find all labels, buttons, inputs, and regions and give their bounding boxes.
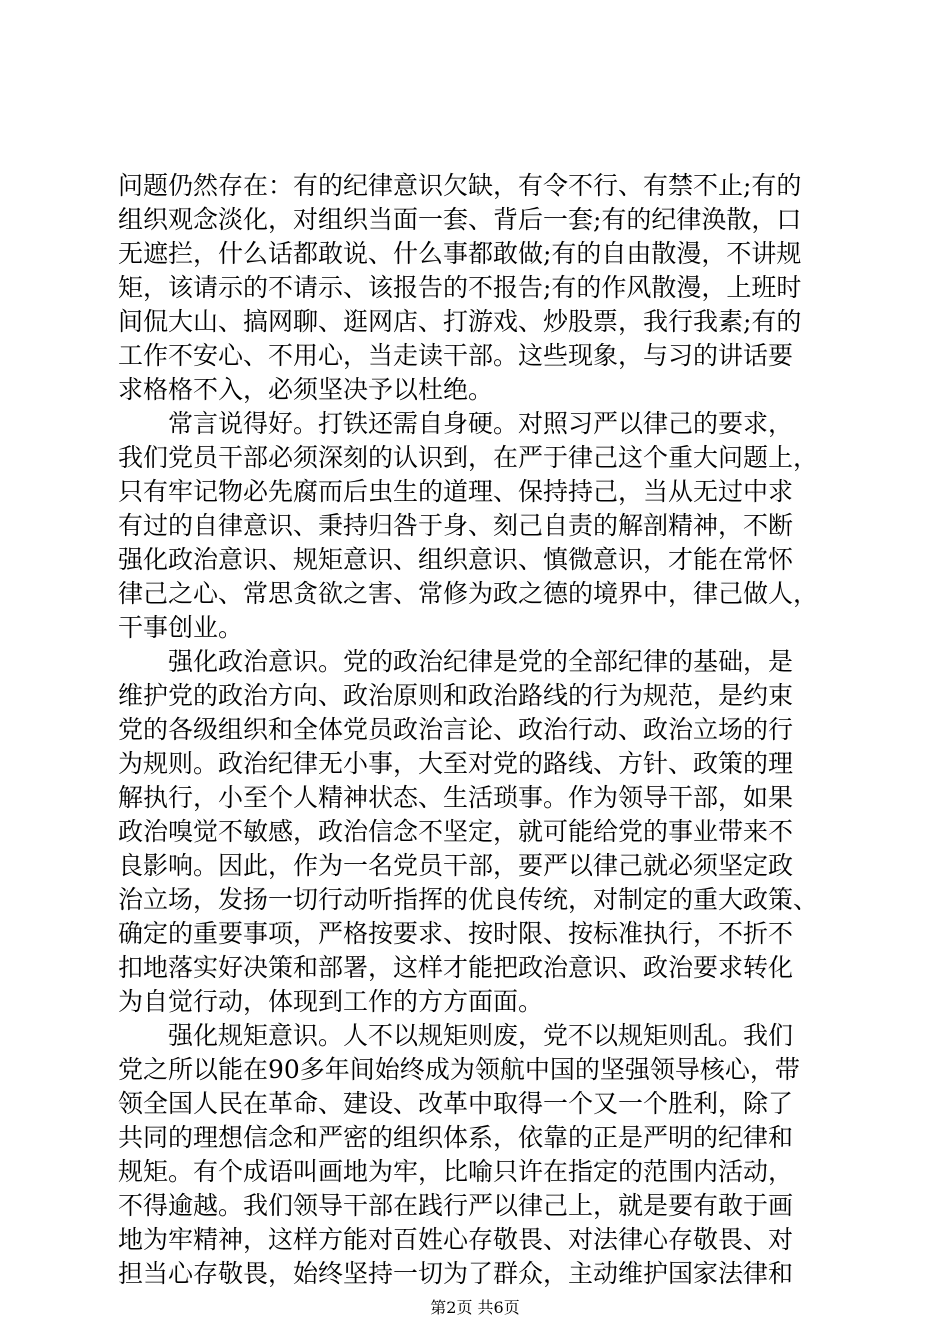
text-line: 干事创业。 bbox=[118, 613, 244, 642]
text-line: 治立场，发扬一切行动听指挥的优良传统，对制定的重大政策、 bbox=[118, 885, 819, 914]
text-line: 为规则。政治纪律无小事，大至对党的路线、方针、政策的理 bbox=[118, 749, 794, 778]
text-line: 共同的理想信念和严密的组织体系，依靠的正是严明的纪律和 bbox=[118, 1123, 794, 1152]
text-line: 工作不安心、不用心，当走读干部。这些现象，与习的讲话要 bbox=[118, 341, 794, 370]
text-line: 担当心存敬畏，始终坚持一切为了群众，主动维护国家法律和 bbox=[118, 1259, 794, 1288]
text-line: 律己之心、常思贪欲之害、常修为政之德的境界中，律己做人， bbox=[118, 579, 819, 608]
text-line: 只有牢记物必先腐而后虫生的道理、保持持己，当从无过中求 bbox=[118, 477, 794, 506]
text-line: 矩，该请示的不请示、该报告的不报告;有的作风散漫，上班时 bbox=[118, 273, 802, 302]
text-line: 地为牢精神，这样方能对百姓心存敬畏、对法律心存敬畏、对 bbox=[118, 1225, 794, 1254]
text-line: 党的各级组织和全体党员政治言论、政治行动、政治立场的行 bbox=[118, 715, 794, 744]
body-text bbox=[118, 169, 838, 1291]
text-line: 维护党的政治方向、政治原则和政治路线的行为规范，是约束 bbox=[118, 681, 794, 710]
text-line: 求格格不入，必须坚决予以杜绝。 bbox=[118, 375, 494, 404]
text-line: 问题仍然存在：有的纪律意识欠缺，有令不行、有禁不止;有的 bbox=[118, 171, 802, 200]
text-line: 无遮拦，什么话都敢说、什么事都敢做;有的自由散漫，不讲规 bbox=[118, 239, 802, 268]
text-line: 解执行，小至个人精神状态、生活琐事。作为领导干部，如果 bbox=[118, 783, 794, 812]
text-line: 规矩。有个成语叫画地为牢，比喻只许在指定的范围内活动， bbox=[118, 1157, 794, 1186]
text-line: 组织观念淡化，对组织当面一套、背后一套;有的纪律涣散，口 bbox=[118, 205, 802, 234]
page-number-label: 第2页 共6页 bbox=[430, 1298, 520, 1317]
text-line: 确定的重要事项，严格按要求、按时限、按标准执行，不折不 bbox=[118, 919, 794, 948]
text-line: 常言说得好。打铁还需自身硬。对照习严以律己的要求， bbox=[118, 409, 794, 438]
text-line: 强化规矩意识。人不以规矩则废，党不以规矩则乱。我们 bbox=[118, 1021, 794, 1050]
page-footer bbox=[0, 1298, 950, 1318]
text-line: 不得逾越。我们领导干部在践行严以律己上，就是要有敢于画 bbox=[118, 1191, 794, 1220]
text-line: 扣地落实好决策和部署，这样才能把政治意识、政治要求转化 bbox=[118, 953, 794, 982]
text-line: 有过的自律意识、秉持归咎于身、刻己自责的解剖精神，不断 bbox=[118, 511, 794, 540]
text-line: 为自觉行动，体现到工作的方方面面。 bbox=[118, 987, 544, 1016]
text-line: 政治嗅觉不敏感，政治信念不坚定，就可能给党的事业带来不 bbox=[118, 817, 794, 846]
text-line: 我们党员干部必须深刻的认识到，在严于律己这个重大问题上， bbox=[118, 443, 819, 472]
text-line: 间侃大山、搞网聊、逛网店、打游戏、炒股票，我行我素;有的 bbox=[118, 307, 802, 336]
text-line: 党之所以能在90多年间始终成为领航中国的坚强领导核心，带 bbox=[118, 1055, 800, 1084]
text-line: 强化政治意识。党的政治纪律是党的全部纪律的基础，是 bbox=[118, 647, 794, 676]
text-line: 领全国人民在革命、建设、改革中取得一个又一个胜利，除了 bbox=[118, 1089, 794, 1118]
text-line: 良影响。因此，作为一名党员干部，要严以律己就必须坚定政 bbox=[118, 851, 794, 880]
text-line: 强化政治意识、规矩意识、组织意识、慎微意识，才能在常怀 bbox=[118, 545, 794, 574]
